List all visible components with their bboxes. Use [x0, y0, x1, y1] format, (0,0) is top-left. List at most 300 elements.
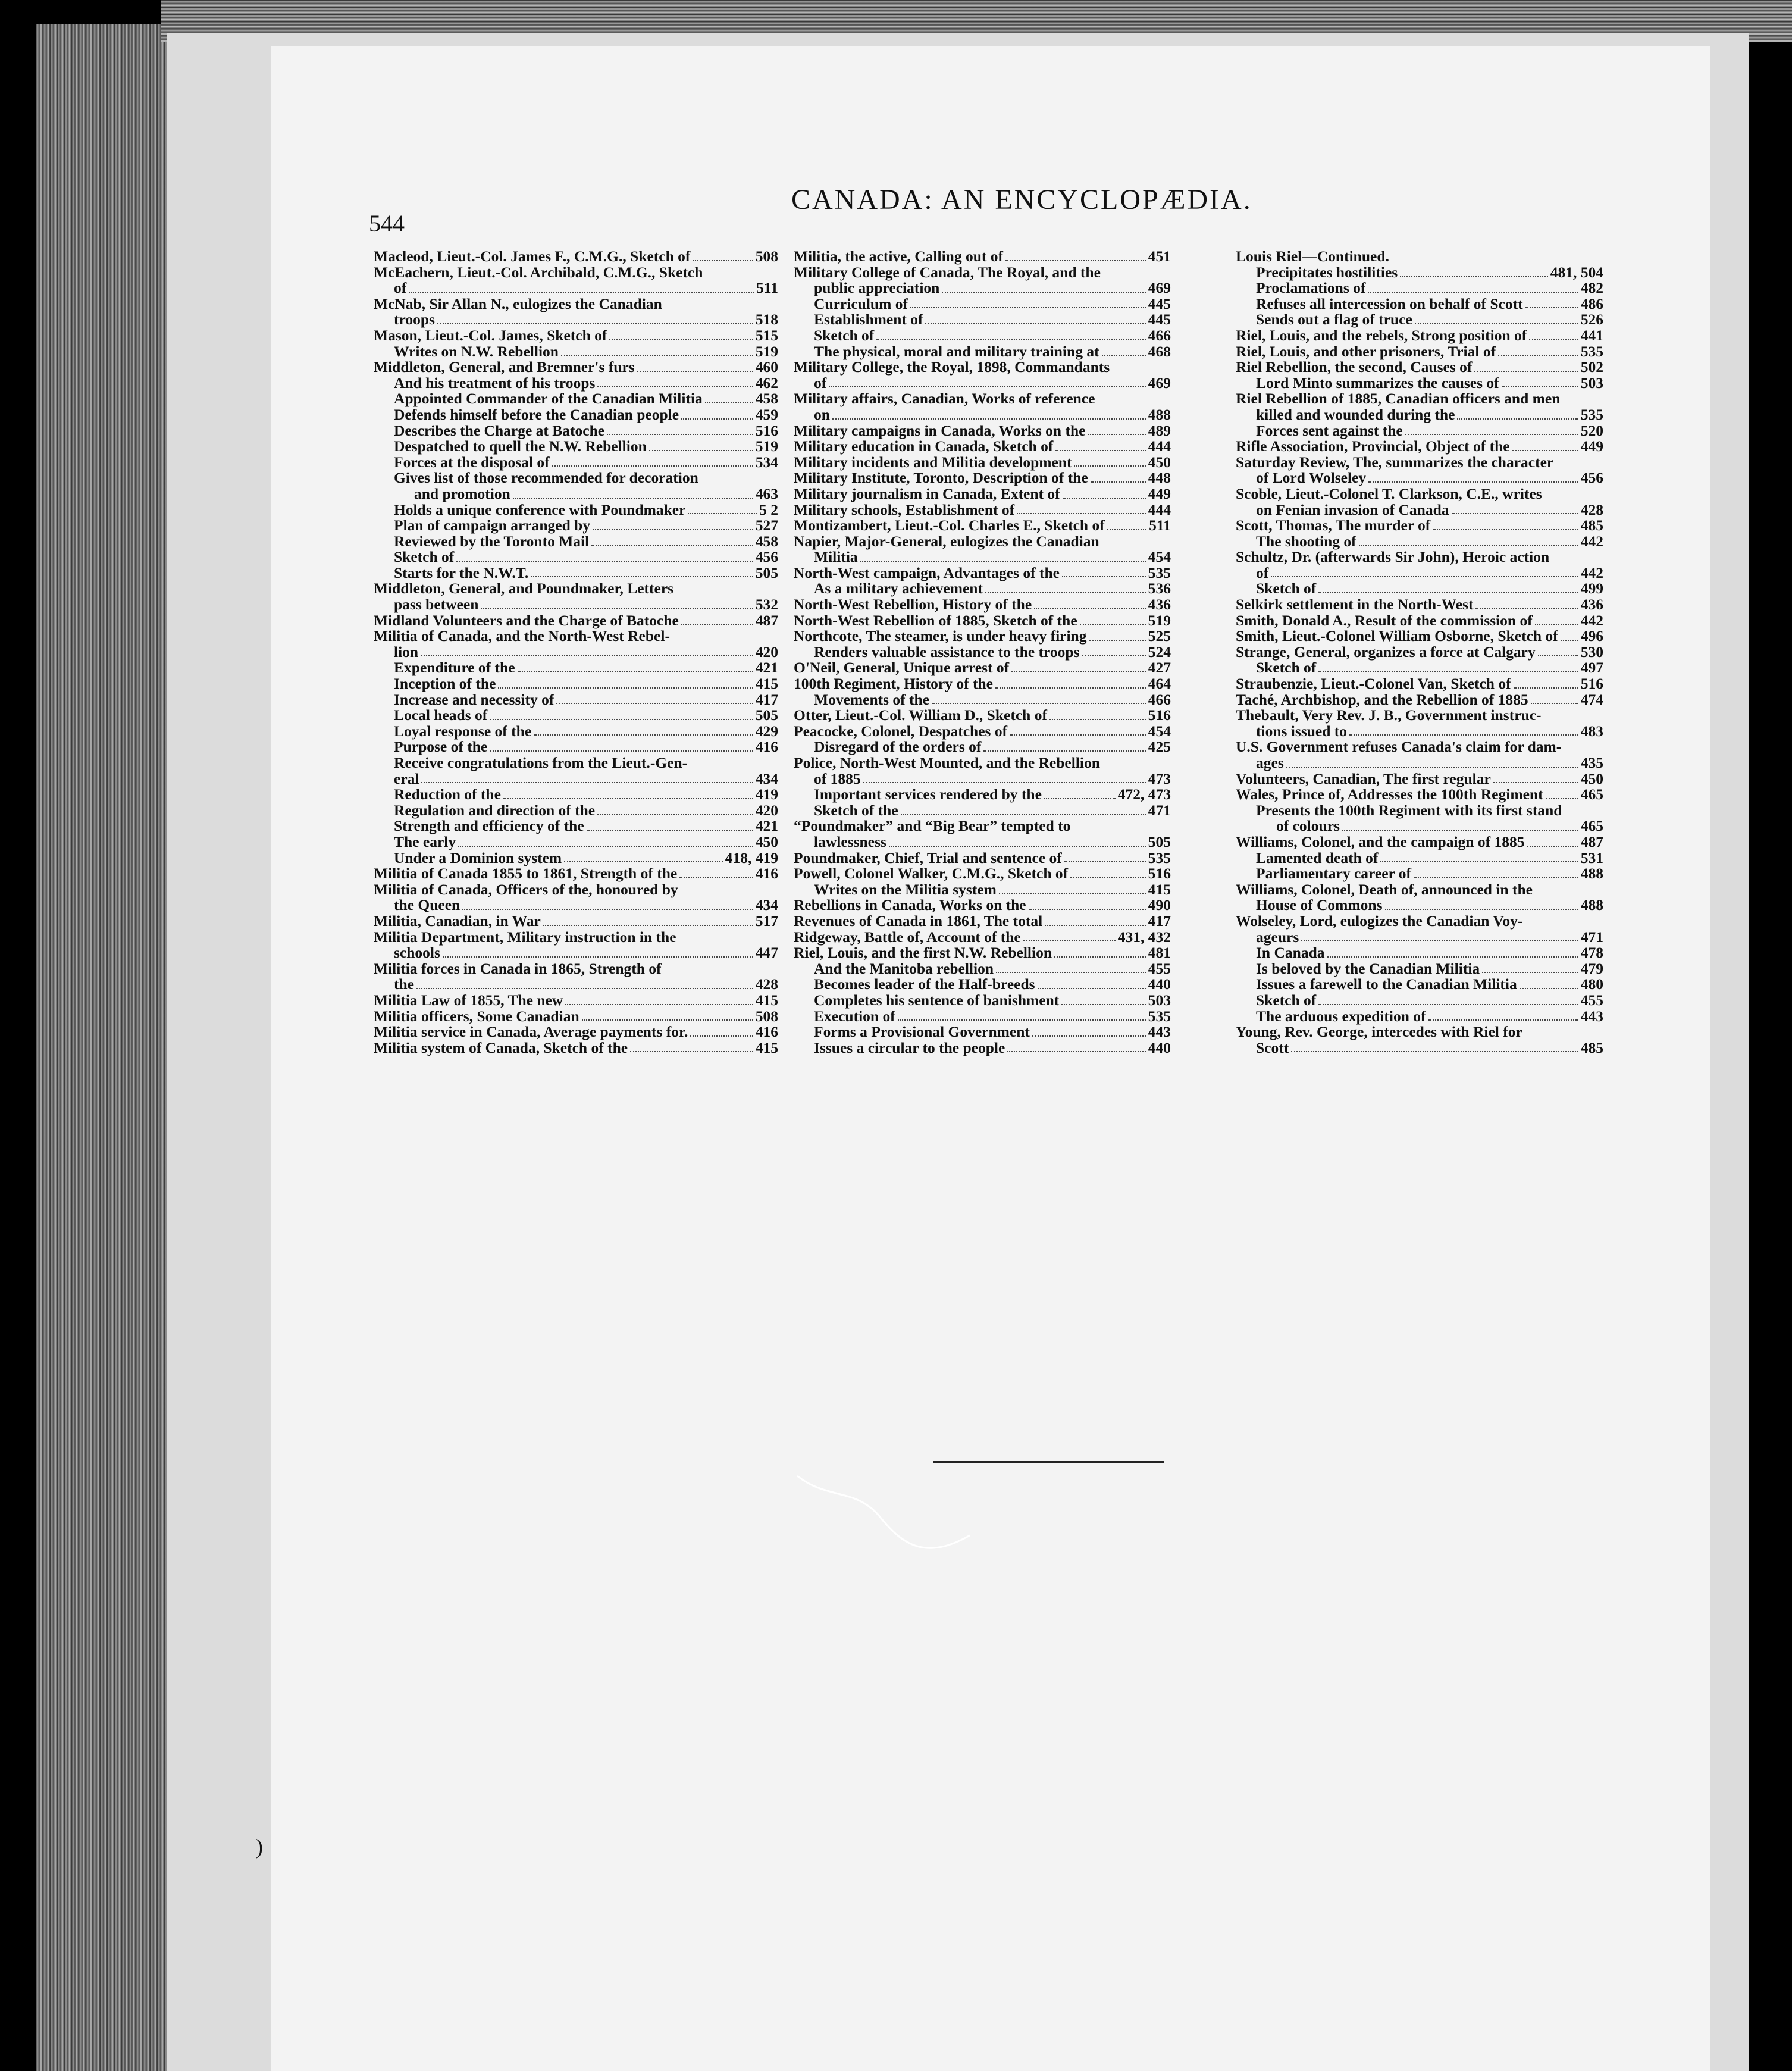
- leader-dots: [1029, 909, 1146, 910]
- index-entry: [794, 945, 1171, 961]
- leader-dots: [591, 545, 753, 546]
- index-entry-text: Smith, Lieut.-Colonel William Osborne, Sketch of: [1236, 627, 1558, 645]
- leader-dots: [860, 561, 1146, 562]
- leader-dots: [1415, 323, 1578, 324]
- index-entry: [374, 692, 778, 708]
- index-page-number: 450: [1148, 453, 1171, 471]
- index-entry: [794, 739, 1171, 755]
- index-entry-text: Sends out a flag of truce: [1256, 311, 1412, 329]
- leader-dots: [582, 1019, 753, 1021]
- index-column-3: [1236, 249, 1603, 1056]
- leader-dots: [534, 734, 753, 736]
- index-entry-text: of: [394, 279, 407, 297]
- leader-dots: [1032, 1036, 1146, 1037]
- index-entry-text: Scoble, Lieut.-Colonel T. Clarkson, C.E., writes: [1236, 484, 1542, 502]
- index-page-number: 5 2: [759, 500, 778, 518]
- index-entry-text: U.S. Government refuses Canada's claim for dam-: [1236, 738, 1562, 756]
- index-page-number: 420: [755, 643, 778, 661]
- index-page-number: 502: [1580, 358, 1603, 376]
- leader-dots: [1080, 624, 1146, 625]
- index-entry: [794, 470, 1171, 486]
- index-page-number: 442: [1580, 564, 1603, 581]
- index-entry: [1236, 882, 1603, 898]
- index-entry: [1236, 1024, 1603, 1040]
- index-entry: [794, 265, 1171, 281]
- index-page-number: 511: [1149, 517, 1171, 534]
- index-entry-text: Militia officers, Some Canadian: [374, 1007, 579, 1025]
- index-page-number: 455: [1148, 959, 1171, 977]
- index-entry-text: Peacocke, Colonel, Despatches of: [794, 722, 1008, 740]
- index-entry: [1236, 470, 1603, 486]
- index-page-number: 419: [755, 786, 778, 803]
- index-entry: [1236, 502, 1603, 518]
- index-entry: [1236, 328, 1603, 344]
- index-entry: [374, 344, 778, 360]
- leader-dots: [1017, 513, 1146, 514]
- leader-dots: [1286, 767, 1578, 768]
- index-entry-text: Otter, Lieut.-Col. William D., Sketch of: [794, 706, 1047, 724]
- index-page-number: 421: [755, 817, 778, 835]
- index-page-number: 462: [755, 374, 778, 392]
- index-entry: [794, 708, 1171, 724]
- index-entry-text: Forces sent against the: [1256, 421, 1403, 439]
- leader-dots: [1054, 956, 1146, 958]
- index-page-number: 435: [1580, 754, 1603, 771]
- index-entry: [794, 518, 1171, 534]
- index-page-number: 530: [1580, 643, 1603, 661]
- leader-dots: [1457, 418, 1578, 420]
- index-entry: [374, 961, 778, 977]
- leader-dots: [942, 292, 1145, 293]
- index-entry: [1236, 265, 1603, 281]
- index-entry: [1236, 1009, 1603, 1025]
- index-entry-text: Militia of Canada, and the North-West Rebel-: [374, 627, 670, 645]
- index-entry: [1236, 834, 1603, 850]
- index-page-number: 517: [755, 912, 778, 930]
- index-entry-text: Young, Rev. George, intercedes with Riel for: [1236, 1023, 1522, 1041]
- index-entry-text: Militia: [814, 548, 858, 566]
- index-entry-text: tions issued to: [1256, 722, 1348, 740]
- index-page-number: 463: [755, 484, 778, 502]
- index-page-number: 520: [1580, 421, 1603, 439]
- index-entry: [374, 1009, 778, 1025]
- index-entry: [794, 660, 1171, 676]
- index-page-number: 428: [1580, 500, 1603, 518]
- leader-dots: [564, 861, 723, 862]
- index-page-number: 481, 504: [1550, 263, 1603, 281]
- index-page-number: 497: [1580, 659, 1603, 677]
- index-entry-text: Appointed Commander of the Canadian Militia: [394, 390, 703, 408]
- index-page-number: 440: [1148, 975, 1171, 993]
- index-entry-text: Issues a farewell to the Canadian Militia: [1256, 975, 1517, 993]
- index-entry-text: Militia Law of 1855, The new: [374, 991, 563, 1009]
- index-entry: [374, 597, 778, 613]
- index-entry-text: Reviewed by the Toronto Mail: [394, 532, 590, 550]
- index-column-1: [374, 249, 778, 1056]
- index-entry: [794, 771, 1171, 787]
- index-entry: [1236, 850, 1603, 866]
- leader-dots: [1061, 1004, 1146, 1005]
- index-entry-text: Writes on N.W. Rebellion: [394, 342, 559, 360]
- index-entry: [1236, 755, 1603, 771]
- end-rule: [933, 1461, 1164, 1463]
- index-entry-text: Straubenzie, Lieut.-Colonel Van, Sketch of: [1236, 675, 1511, 693]
- index-entry: [374, 850, 778, 866]
- index-entry: [374, 470, 778, 486]
- leader-dots: [1102, 355, 1146, 356]
- index-entry: [1236, 961, 1603, 977]
- leader-dots: [1088, 434, 1145, 435]
- index-page-number: 444: [1148, 437, 1171, 455]
- index-entry: [374, 565, 778, 581]
- index-page-number: 425: [1148, 738, 1171, 756]
- index-entry: [374, 312, 778, 328]
- index-entry-text: Montizambert, Lieut.-Col. Charles E., Sketch of: [794, 517, 1105, 534]
- index-page-number: 485: [1580, 1038, 1603, 1056]
- index-entry-text: of 1885: [814, 769, 861, 787]
- index-entry: [794, 296, 1171, 312]
- index-entry: [1236, 597, 1603, 613]
- leader-dots: [1482, 972, 1578, 973]
- index-page-number: 535: [1148, 849, 1171, 866]
- index-entry-text: Selkirk settlement in the North-West: [1236, 596, 1474, 614]
- index-entry-text: Middleton, General, and Bremner's furs: [374, 358, 635, 376]
- index-page-number: 503: [1580, 374, 1603, 392]
- index-entry-text: Scott, Thomas, The murder of: [1236, 517, 1431, 534]
- index-page-number: 490: [1148, 896, 1171, 914]
- leader-dots: [1414, 877, 1578, 878]
- index-page-number: 534: [755, 453, 778, 471]
- index-entry-text: Writes on the Militia system: [814, 880, 997, 898]
- leader-dots: [1045, 925, 1146, 926]
- leader-dots: [1327, 956, 1578, 958]
- index-page-number: 508: [755, 248, 778, 265]
- index-entry-text: Military campaigns in Canada, Works on the: [794, 421, 1086, 439]
- index-page-number: 531: [1580, 849, 1603, 866]
- index-entry: [374, 534, 778, 550]
- index-entry: [374, 708, 778, 724]
- index-entry: [374, 739, 778, 755]
- leader-dots: [1405, 434, 1578, 435]
- leader-dots: [1349, 734, 1578, 736]
- index-page-number: 466: [1148, 690, 1171, 708]
- leader-dots: [1011, 671, 1146, 672]
- index-entry: [1236, 897, 1603, 914]
- index-entry-text: Militia of Canada, Officers of the, honoured by: [374, 880, 678, 898]
- index-entry: [374, 502, 778, 518]
- index-entry-text: Riel, Louis, and other prisoners, Trial of: [1236, 342, 1496, 360]
- index-entry-text: Under a Dominion system: [394, 849, 562, 866]
- index-entry: [794, 1024, 1171, 1040]
- index-entry-text: Is beloved by the Canadian Militia: [1256, 959, 1480, 977]
- leader-dots: [1063, 498, 1146, 499]
- index-entry-text: Curriculum of: [814, 295, 908, 312]
- index-entry: [794, 613, 1171, 629]
- index-page-number: 444: [1148, 500, 1171, 518]
- leader-dots: [565, 1004, 753, 1005]
- index-entry-text: Williams, Colonel, and the campaign of 1885: [1236, 833, 1525, 850]
- leader-dots: [1512, 450, 1578, 451]
- leader-dots: [456, 561, 753, 562]
- index-entry-text: Schultz, Dr. (afterwards Sir John), Heroic action: [1236, 548, 1550, 566]
- index-entry-text: Lamented death of: [1256, 849, 1379, 866]
- index-page-number: 436: [1148, 596, 1171, 614]
- index-entry-text: lion: [394, 643, 419, 661]
- index-entry: [1236, 818, 1603, 834]
- index-entry: [794, 818, 1171, 834]
- index-entry: [374, 803, 778, 819]
- index-entry-text: In Canada: [1256, 944, 1325, 962]
- leader-dots: [1091, 481, 1146, 483]
- index-page-number: 466: [1148, 326, 1171, 344]
- index-page-number: 464: [1148, 675, 1171, 693]
- index-entry-text: As a military achievement: [814, 580, 983, 597]
- index-entry-text: eral: [394, 769, 419, 787]
- leader-dots: [983, 750, 1145, 752]
- index-page-number: 416: [755, 865, 778, 883]
- leader-dots: [690, 1036, 753, 1037]
- index-page-number: 505: [1148, 833, 1171, 850]
- leader-dots: [649, 450, 753, 451]
- index-entry: [374, 296, 778, 312]
- index-page-number: 455: [1580, 991, 1603, 1009]
- index-entry-text: Holds a unique conference with Poundmaker: [394, 500, 686, 518]
- index-entry-text: Forms a Provisional Government: [814, 1023, 1030, 1041]
- index-entry-text: Military schools, Establishment of: [794, 500, 1015, 518]
- index-page-number: 516: [1148, 865, 1171, 883]
- book-page-edges: [36, 24, 173, 2071]
- index-entry: [374, 897, 778, 914]
- index-entry: [374, 581, 778, 597]
- leader-dots: [1535, 624, 1578, 625]
- index-entry-text: Proclamations of: [1256, 279, 1366, 297]
- leader-dots: [999, 893, 1146, 894]
- leader-dots: [1527, 846, 1578, 847]
- leader-dots: [1368, 292, 1578, 293]
- index-entry-text: Military education in Canada, Sketch of: [794, 437, 1054, 455]
- index-page-number: 519: [1148, 611, 1171, 629]
- index-entry-text: McEachern, Lieut.-Col. Archibald, C.M.G., Sketch: [374, 263, 703, 281]
- index-entry-text: Middleton, General, and Poundmaker, Letters: [374, 580, 674, 597]
- index-page-number: 442: [1580, 532, 1603, 550]
- leader-dots: [437, 323, 753, 324]
- index-entry: [794, 1009, 1171, 1025]
- leader-dots: [1107, 529, 1146, 530]
- leader-dots: [1385, 909, 1578, 910]
- leader-dots: [985, 592, 1146, 593]
- index-entry-text: Loyal response of the: [394, 722, 532, 740]
- index-entry-text: Militia forces in Canada in 1865, Strength of: [374, 959, 662, 977]
- index-entry-text: of colours: [1276, 817, 1340, 835]
- index-entry: [374, 518, 778, 534]
- leader-dots: [597, 386, 753, 387]
- index-entry: [374, 645, 778, 661]
- leader-dots: [462, 909, 753, 910]
- leader-dots: [1520, 988, 1578, 989]
- leader-dots: [498, 687, 753, 689]
- leader-dots: [889, 846, 1146, 847]
- index-entry-text: Local heads of: [394, 706, 488, 724]
- leader-dots: [1070, 877, 1146, 878]
- index-entry: [374, 866, 778, 882]
- index-entry: [794, 423, 1171, 439]
- index-entry-text: And his treatment of his troops: [394, 374, 596, 392]
- index-page-number: 471: [1580, 928, 1603, 946]
- index-entry-text: Despatched to quell the N.W. Rebellion: [394, 437, 647, 455]
- leader-dots: [1301, 940, 1578, 941]
- index-entry-text: troops: [394, 311, 435, 329]
- leader-dots: [1493, 782, 1578, 783]
- index-page-number: 449: [1148, 484, 1171, 502]
- index-entry: [1236, 296, 1603, 312]
- index-entry: [794, 692, 1171, 708]
- index-entry-text: Ridgeway, Battle of, Account of the: [794, 928, 1021, 946]
- index-entry: [374, 359, 778, 376]
- index-page-number: 417: [755, 690, 778, 708]
- index-entry: [1236, 787, 1603, 803]
- index-entry: [1236, 312, 1603, 328]
- leader-dots: [925, 323, 1145, 324]
- index-entry-text: killed and wounded during the: [1256, 405, 1455, 423]
- index-entry-text: Wolseley, Lord, eulogizes the Canadian Voy-: [1236, 912, 1523, 930]
- page-number: 544: [369, 210, 405, 237]
- index-entry-text: Precipitates hostilities: [1256, 263, 1398, 281]
- index-entry: [1236, 423, 1603, 439]
- index-page-number: 535: [1580, 405, 1603, 423]
- index-entry-text: Militia, the active, Calling out of: [794, 248, 1003, 265]
- index-entry: [374, 755, 778, 771]
- index-entry: [794, 312, 1171, 328]
- index-page-number: 511: [756, 279, 778, 297]
- leader-dots: [503, 798, 753, 799]
- index-entry-text: Military Institute, Toronto, Description of the: [794, 469, 1088, 487]
- index-entry-text: Militia Department, Military instruction in the: [374, 928, 676, 946]
- index-page-number: 415: [755, 991, 778, 1009]
- index-entry: [794, 391, 1171, 407]
- index-entry-text: Sketch of: [1256, 659, 1317, 677]
- index-page-number: 488: [1580, 896, 1603, 914]
- index-entry: [794, 676, 1171, 692]
- index-page-number: 451: [1148, 248, 1171, 265]
- index-entry: [374, 1040, 778, 1056]
- index-entry: [794, 549, 1171, 565]
- index-entry-text: ageurs: [1256, 928, 1299, 946]
- index-entry: [794, 280, 1171, 296]
- index-page-number: 454: [1148, 722, 1171, 740]
- index-entry-text: Becomes leader of the Half-breeds: [814, 975, 1035, 993]
- index-entry: [1236, 771, 1603, 787]
- index-page-number: 482: [1580, 279, 1603, 297]
- index-entry: [374, 280, 778, 296]
- index-entry-text: Gives list of those recommended for decoration: [394, 469, 698, 487]
- index-entry: [794, 249, 1171, 265]
- index-entry-text: Military College, the Royal, 1898, Commandants: [794, 358, 1110, 376]
- index-page-number: 443: [1148, 1023, 1171, 1041]
- index-entry: [1236, 376, 1603, 392]
- index-entry: [374, 993, 778, 1009]
- index-page-number: 519: [755, 437, 778, 455]
- index-entry-text: 100th Regiment, History of the: [794, 675, 993, 693]
- index-entry: [794, 897, 1171, 914]
- leader-dots: [1433, 529, 1578, 530]
- index-page-number: 431, 432: [1117, 928, 1171, 946]
- index-page-number: 472, 473: [1117, 786, 1171, 803]
- index-page-number: 516: [1580, 675, 1603, 693]
- index-entry-text: Strange, General, organizes a force at Calgary: [1236, 643, 1536, 661]
- index-entry: [794, 565, 1171, 581]
- index-page-number: 418, 419: [725, 849, 778, 866]
- index-entry: [374, 676, 778, 692]
- index-entry: [794, 1040, 1171, 1056]
- leader-dots: [607, 434, 753, 435]
- index-entry: [794, 581, 1171, 597]
- index-entry-text: Sketch of the: [814, 801, 898, 819]
- index-entry: [374, 549, 778, 565]
- index-entry-text: Military incidents and Militia development: [794, 453, 1072, 471]
- index-entry: [1236, 407, 1603, 423]
- index-page-number: 536: [1148, 580, 1171, 597]
- leader-dots: [1502, 386, 1578, 387]
- index-page-number: 460: [755, 358, 778, 376]
- index-page-number: 532: [755, 596, 778, 614]
- index-entry-text: Smith, Donald A., Result of the commission of: [1236, 611, 1533, 629]
- index-entry-text: Powell, Colonel Walker, C.M.G., Sketch of: [794, 865, 1069, 883]
- index-page-number: 440: [1148, 1038, 1171, 1056]
- leader-dots: [1038, 988, 1146, 989]
- index-entry-text: Expenditure of the: [394, 659, 515, 677]
- index-entry-text: Reduction of the: [394, 786, 501, 803]
- index-page-number: 479: [1580, 959, 1603, 977]
- index-entry: [1236, 676, 1603, 692]
- index-entry: [374, 613, 778, 629]
- index-page-number: 445: [1148, 311, 1171, 329]
- index-page-number: 483: [1580, 722, 1603, 740]
- index-page-number: 416: [755, 738, 778, 756]
- index-entry-text: of: [1256, 564, 1269, 581]
- index-entry: [1236, 344, 1603, 360]
- index-page-number: 468: [1148, 342, 1171, 360]
- index-entry: [794, 850, 1171, 866]
- index-entry-text: Regulation and direction of the: [394, 801, 596, 819]
- index-entry: [374, 407, 778, 423]
- index-entry-text: Police, North-West Mounted, and the Rebellion: [794, 754, 1100, 771]
- index-entry-text: lawlessness: [814, 833, 886, 850]
- index-page-number: 527: [755, 517, 778, 534]
- index-entry: [374, 376, 778, 392]
- index-entry: [794, 882, 1171, 898]
- index-page-number: 465: [1580, 786, 1603, 803]
- index-entry-text: Riel Rebellion, the second, Causes of: [1236, 358, 1473, 376]
- leader-dots: [681, 418, 753, 420]
- index-entry: [374, 249, 778, 265]
- leader-dots: [1007, 1051, 1145, 1052]
- index-column-2: [794, 249, 1171, 1056]
- index-page-number: 436: [1580, 596, 1603, 614]
- leader-dots: [1318, 1004, 1578, 1005]
- leader-dots: [1318, 592, 1578, 593]
- index-entry: [1236, 549, 1603, 565]
- leader-dots: [681, 624, 753, 625]
- index-page-number: 421: [755, 659, 778, 677]
- leader-dots: [1062, 576, 1146, 577]
- leader-dots: [518, 671, 753, 672]
- index-entry-text: Establishment of: [814, 311, 923, 329]
- leader-dots: [1498, 355, 1578, 356]
- leader-dots: [490, 719, 753, 720]
- leader-dots: [1561, 640, 1578, 641]
- paper-scratch-mark: [791, 1464, 982, 1571]
- index-entry: [1236, 455, 1603, 471]
